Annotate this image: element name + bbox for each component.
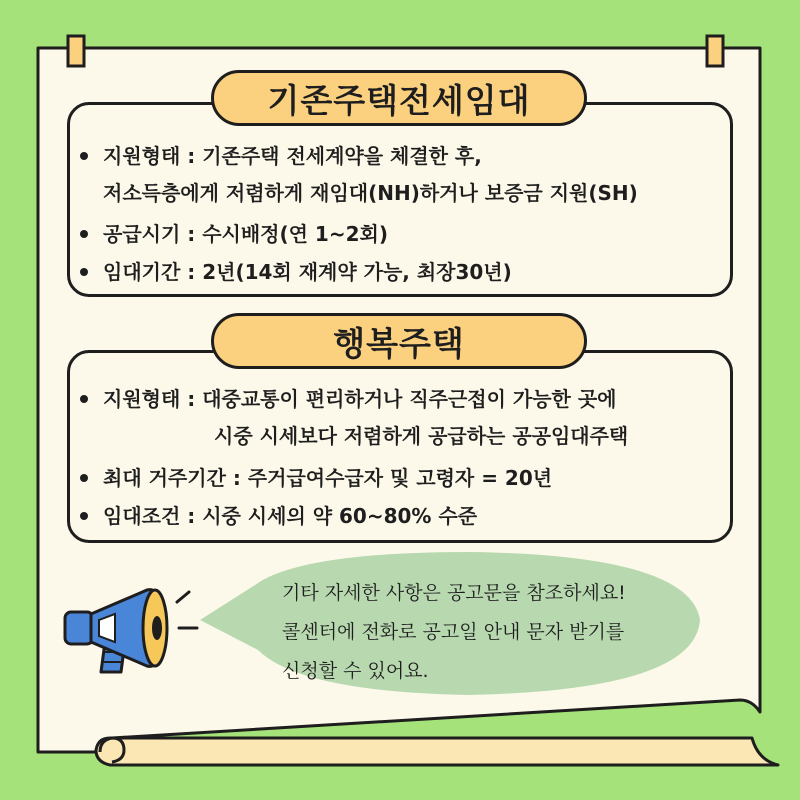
jeonse-lease-period: 임대기간 : 2년(14회 재계약 가능, 최장30년) xyxy=(103,260,512,284)
notice-line-2: 콜센터에 전화로 공고일 안내 문자 받기를 xyxy=(282,621,625,643)
section-jeonse-title: 기존주택전세임대 xyxy=(211,70,587,126)
happy-support-type-cont: 시중 시세보다 저렴하게 공급하는 공공임대주택 xyxy=(214,424,629,448)
jeonse-supply-period: 공급시기 : 수시배정(연 1~2회) xyxy=(103,222,388,246)
jeonse-support-type: 지원형태 : 기존주택 전세계약을 체결한 후, xyxy=(103,144,482,168)
happy-lease-terms: 임대조건 : 시중 시세의 약 60~80% 수준 xyxy=(103,504,478,528)
jeonse-support-type-cont: 저소득층에게 저렴하게 재임대(NH)하거나 보증금 지원(SH) xyxy=(103,181,638,205)
section-happy-housing-title: 행복주택 xyxy=(211,313,587,369)
happy-max-residence: 최대 거주기간 : 주거급여수급자 및 고령자 = 20년 xyxy=(103,466,553,490)
happy-support-type: 지원형태 : 대중교통이 편리하거나 직주근접이 가능한 곳에 xyxy=(103,387,617,411)
notice-line-3: 신청할 수 있어요. xyxy=(282,660,429,682)
megaphone-icon xyxy=(55,580,205,690)
notice-line-1: 기타 자세한 사항은 공고문을 참조하세요! xyxy=(282,582,626,604)
